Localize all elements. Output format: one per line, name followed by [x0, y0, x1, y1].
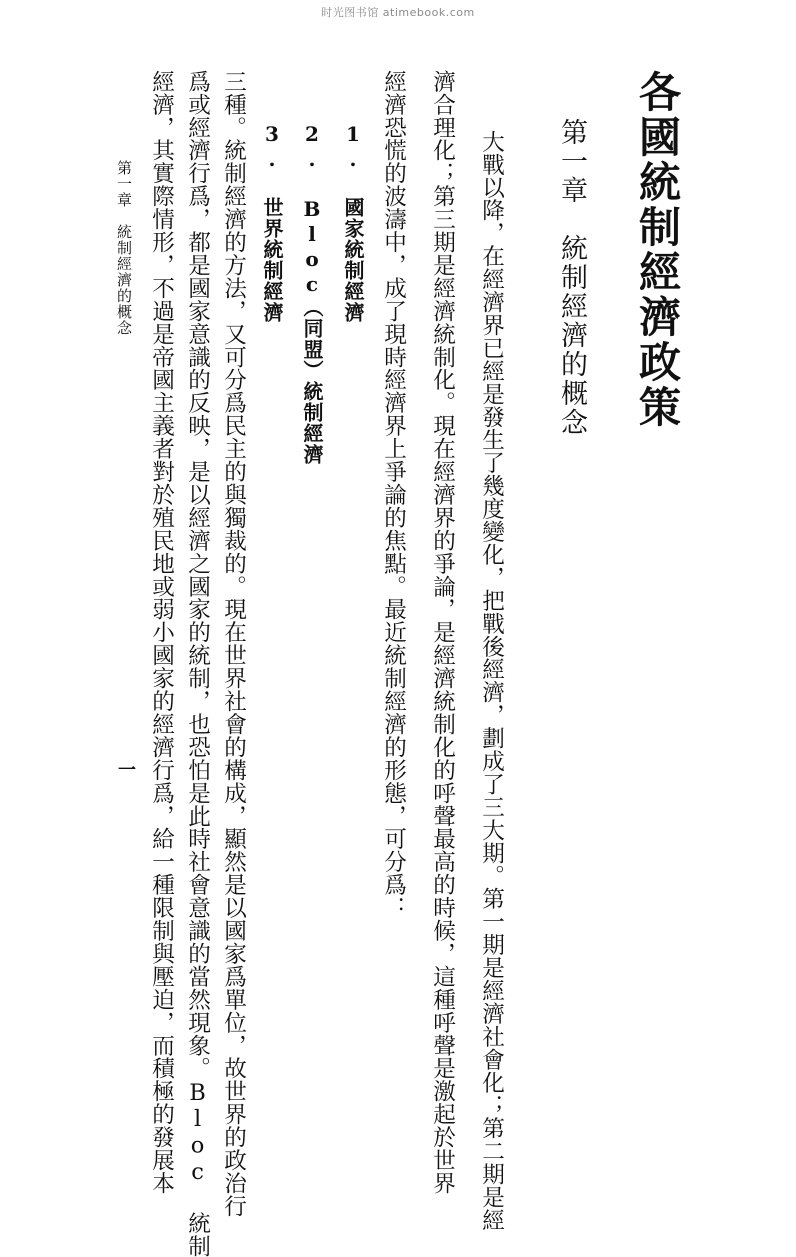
page-number: 一 [115, 760, 136, 778]
running-footer: 第一章 統制經濟的概念 [115, 160, 133, 336]
list-item-3: 3. 世界統制經濟 [260, 122, 284, 323]
chapter-title: 第一章 統制經濟的概念 [556, 118, 587, 437]
paragraph-2-line-3: 經濟，其實際情形，不過是帝國主義者對於殖民地或弱小國家的經濟行爲，給一種限制與壓迫，而積極的發展本 [148, 70, 175, 1195]
list-item-2: 2. Bloc（同盟）統制經濟 [300, 122, 324, 465]
paragraph-1-line-2: 濟合理化；第三期是經濟統制化。現在經濟界的爭論，是經濟統制化的呼聲最高的時候，這種呼聲是激起於世界 [429, 70, 456, 1195]
list-item-1: 1. 國家統制經濟 [341, 122, 365, 323]
watermark: 时光图书馆 atimebook.com [321, 6, 475, 19]
paragraph-1-line-3: 經濟恐慌的波濤中，成了現時經濟界上爭論的焦點。最近統制經濟的形態，可分爲： [380, 70, 407, 920]
paragraph-1-line-1: 大戰以降，在經濟界已經是發生了幾度變化，把戰後經濟，劃成了三大期。第一期是經濟社會化；第二期是經 [478, 130, 505, 1232]
paragraph-2-line-1: 三種。統制經濟的方法，又可分爲民主的與獨裁的。現在世界社會的構成，顯然是以國家爲單位，故世界的政治行 [220, 70, 247, 1218]
book-title: 各國統制經濟政策 [633, 70, 682, 430]
paragraph-2-line-2: 爲或經濟行爲，都是國家意識的反映，是以經濟之國家的統制，也恐怕是此時社會意識的當然現象。Bloc 統制 [184, 70, 211, 1257]
